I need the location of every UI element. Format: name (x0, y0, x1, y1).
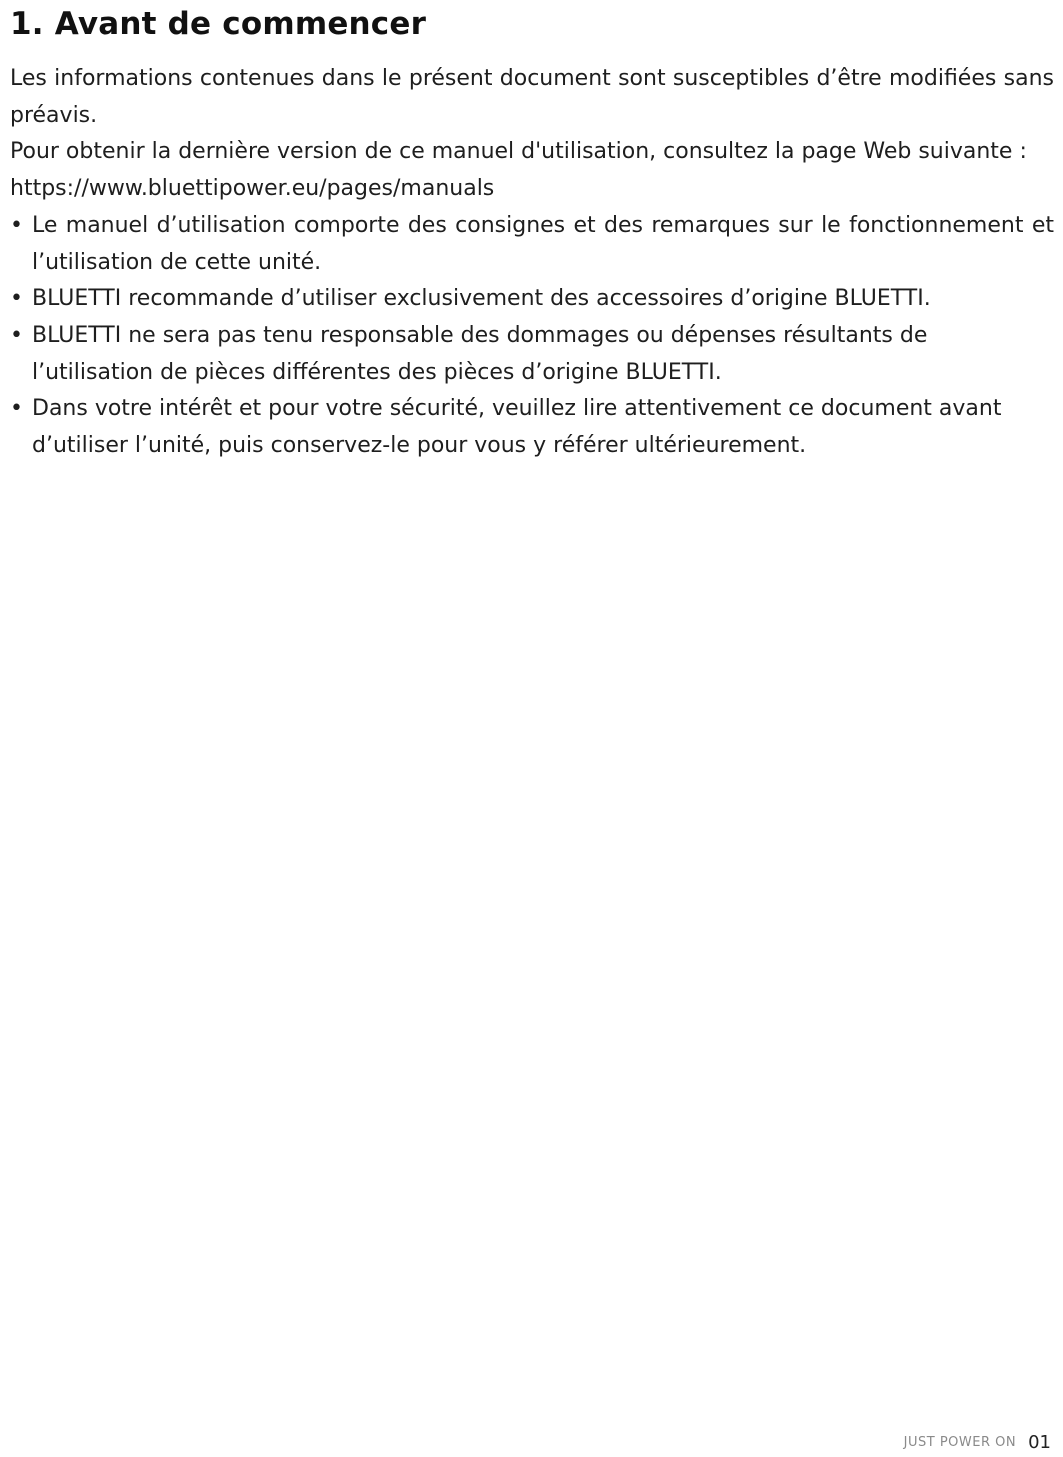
bullet-icon: • (10, 322, 23, 348)
section-body (10, 61, 1054, 465)
bullet-item (10, 281, 1054, 318)
bullet-text: Le manuel d’utilisation comporte des consignes et des remarques sur le fonctionnement et l’utilisation de cette unité. (32, 212, 1054, 275)
section-heading: 1. Avant de commencer (10, 6, 427, 42)
bullet-text: Dans votre intérêt et pour votre sécurité, veuillez lire attentivement ce document avant d’utiliser l’unité, puis conservez-le pour vous y référer ultérieurement. (32, 396, 1002, 459)
bullet-icon: • (10, 286, 23, 312)
bullet-item (10, 208, 1054, 281)
bullet-item (10, 391, 1054, 464)
bullet-icon: • (10, 212, 23, 238)
bullet-icon: • (10, 396, 23, 422)
page-number: 01 (1028, 1431, 1051, 1453)
bullet-list (10, 208, 1054, 465)
bullet-text: BLUETTI recommande d’utiliser exclusivement des accessoires d’origine BLUETTI. (32, 286, 931, 312)
bullet-text: BLUETTI ne sera pas tenu responsable des dommages ou dépenses résultants de l’utilisation de pièces différentes des pièces d’origine BLUETTI. (32, 322, 928, 385)
bullet-item (10, 318, 1054, 391)
footer-slogan: JUST POWER ON (903, 1434, 1017, 1450)
page-footer (904, 1428, 1051, 1456)
paragraph-manual-link: Pour obtenir la dernière version de ce manuel d'utilisation, consultez la page Web suivante : https://www.bluettipower.eu/pages/manuals (10, 139, 1027, 202)
paragraph-notice: Les informations contenues dans le présent document sont susceptibles d’être modifiées sans préavis. (10, 66, 1054, 128)
document-page (10, 0, 1054, 465)
